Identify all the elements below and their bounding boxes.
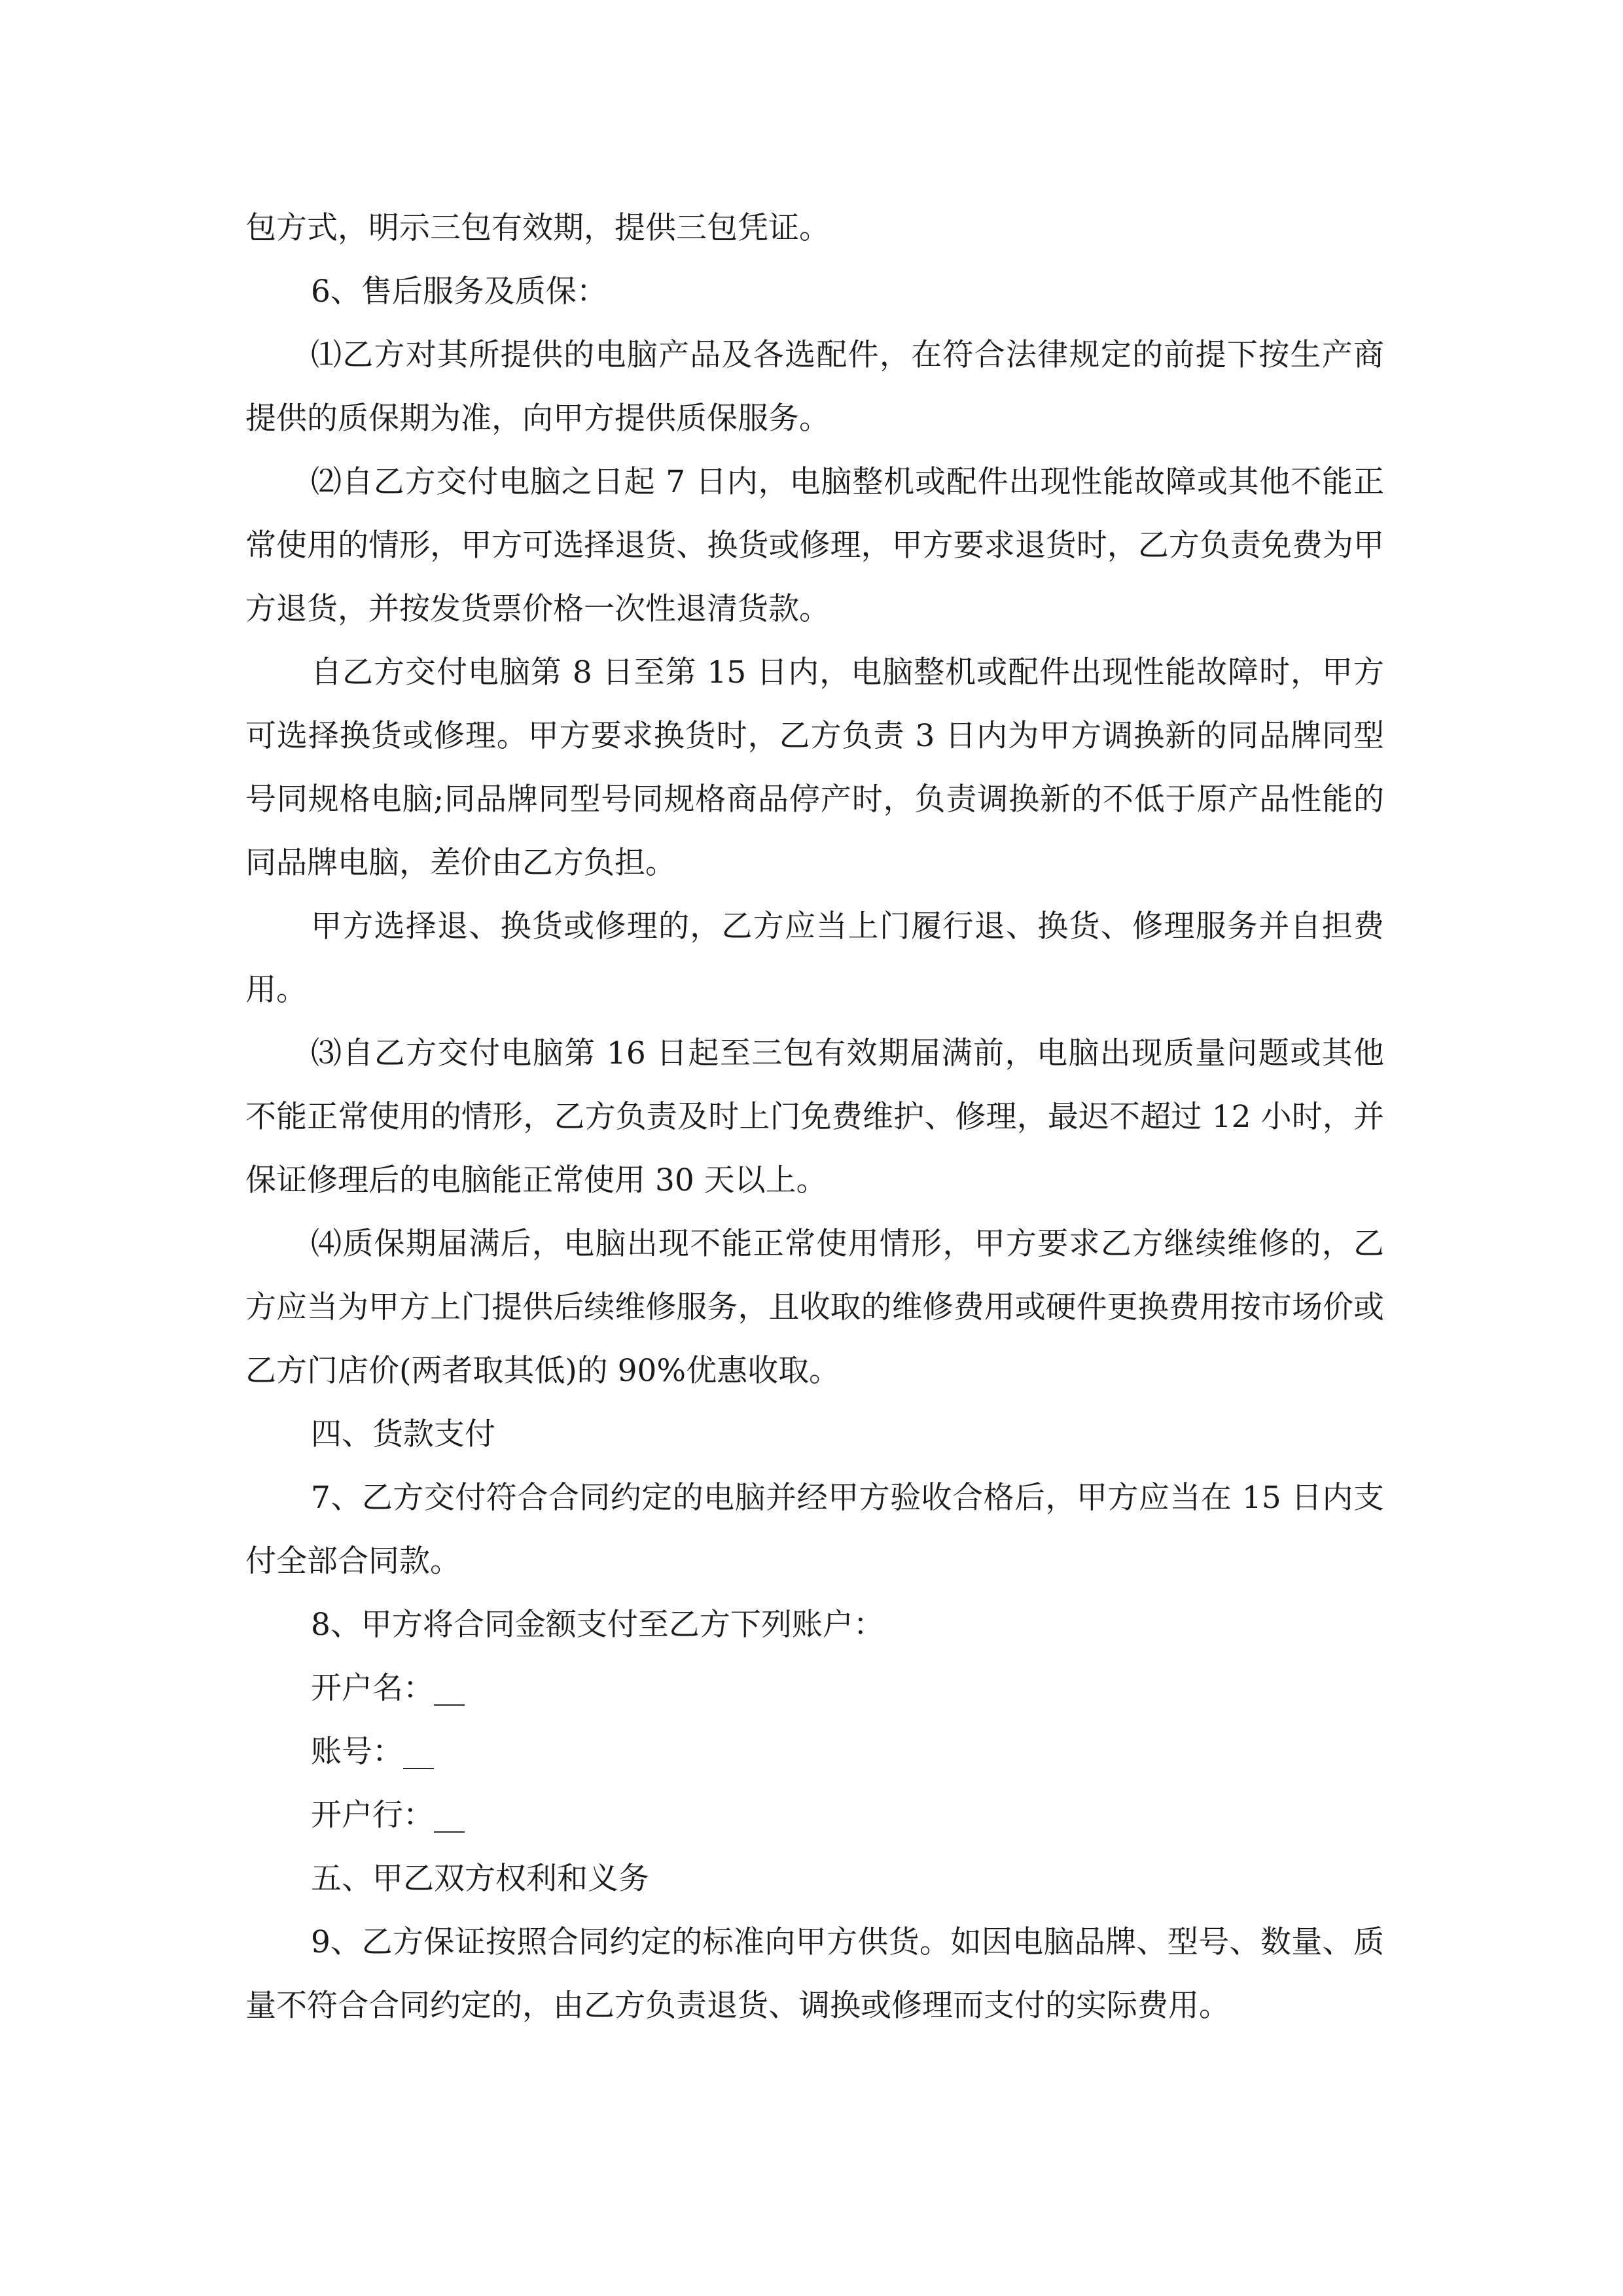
account-name-field <box>245 1657 1384 1720</box>
account-number-blank: __ <box>403 1734 434 1770</box>
account-number-field <box>245 1720 1384 1784</box>
document-body <box>245 196 1384 2037</box>
paragraph-warranty-3: ⑶自乙方交付电脑第 16 日起至三包有效期届满前，电脑出现质量问题或其他不能正常使用的情形，乙方负责及时上门免费维护、修理，最迟不超过 12 小时，并保证修理后的电脑能正常使用 30 天以上。 <box>245 1035 1384 1198</box>
paragraph-payment-terms: 7、乙方交付符合合同约定的电脑并经甲方验收合格后，甲方应当在 15 日内支付全部合同款。 <box>245 1480 1384 1579</box>
heading-rights-obligations: 五、甲乙双方权利和义务 <box>311 1861 649 1897</box>
account-bank-blank: __ <box>434 1797 465 1833</box>
account-bank-field <box>245 1784 1384 1847</box>
heading-after-sales-service: 6、售后服务及质保： <box>311 274 607 310</box>
account-name-blank: __ <box>434 1670 465 1706</box>
heading-payment: 四、货款支付 <box>311 1416 495 1452</box>
paragraph-warranty-1: ⑴乙方对其所提供的电脑产品及各选配件，在符合法律规定的前提下按生产商提供的质保期为准，向甲方提供质保服务。 <box>245 337 1384 437</box>
paragraph-warranty-2: ⑵自乙方交付电脑之日起 7 日内，电脑整机或配件出现性能故障或其他不能正常使用的情形，甲方可选择退货、换货或修理，甲方要求退货时，乙方负责免费为甲方退货，并按发货票价格一次性退清货款。 <box>245 464 1384 627</box>
paragraph-payment-account: 8、甲方将合同金额支付至乙方下列账户： <box>311 1607 884 1643</box>
account-number-label: 账号： <box>311 1734 403 1770</box>
paragraph-supply-standard: 9、乙方保证按照合同约定的标准向甲方供货。如因电脑品牌、型号、数量、质量不符合合同约定的，由乙方负责退货、调换或修理而支付的实际费用。 <box>245 1924 1384 2024</box>
paragraph-exchange-period: 自乙方交付电脑第 8 日至第 15 日内，电脑整机或配件出现性能故障时，甲方可选择换货或修理。甲方要求换货时，乙方负责 3 日内为甲方调换新的同品牌同型号同规格电脑;同品牌同型号同规格商品停产时，负责调换新的不低于原产品性能的同品牌电脑，差价由乙方负担。 <box>245 655 1384 881</box>
account-bank-label: 开户行： <box>311 1797 434 1833</box>
account-name-label: 开户名： <box>311 1670 434 1706</box>
paragraph-warranty-4: ⑷质保期届满后，电脑出现不能正常使用情形，甲方要求乙方继续维修的，乙方应当为甲方上门提供后续维修服务，且收取的维修费用或硬件更换费用按市场价或乙方门店价(两者取其低)的 90%优惠收取。 <box>245 1226 1384 1389</box>
paragraph-onsite-service: 甲方选择退、换货或修理的，乙方应当上门履行退、换货、修理服务并自担费用。 <box>245 908 1384 1008</box>
paragraph-warranty-terms-end: 包方式，明示三包有效期，提供三包凭证。 <box>245 210 830 246</box>
